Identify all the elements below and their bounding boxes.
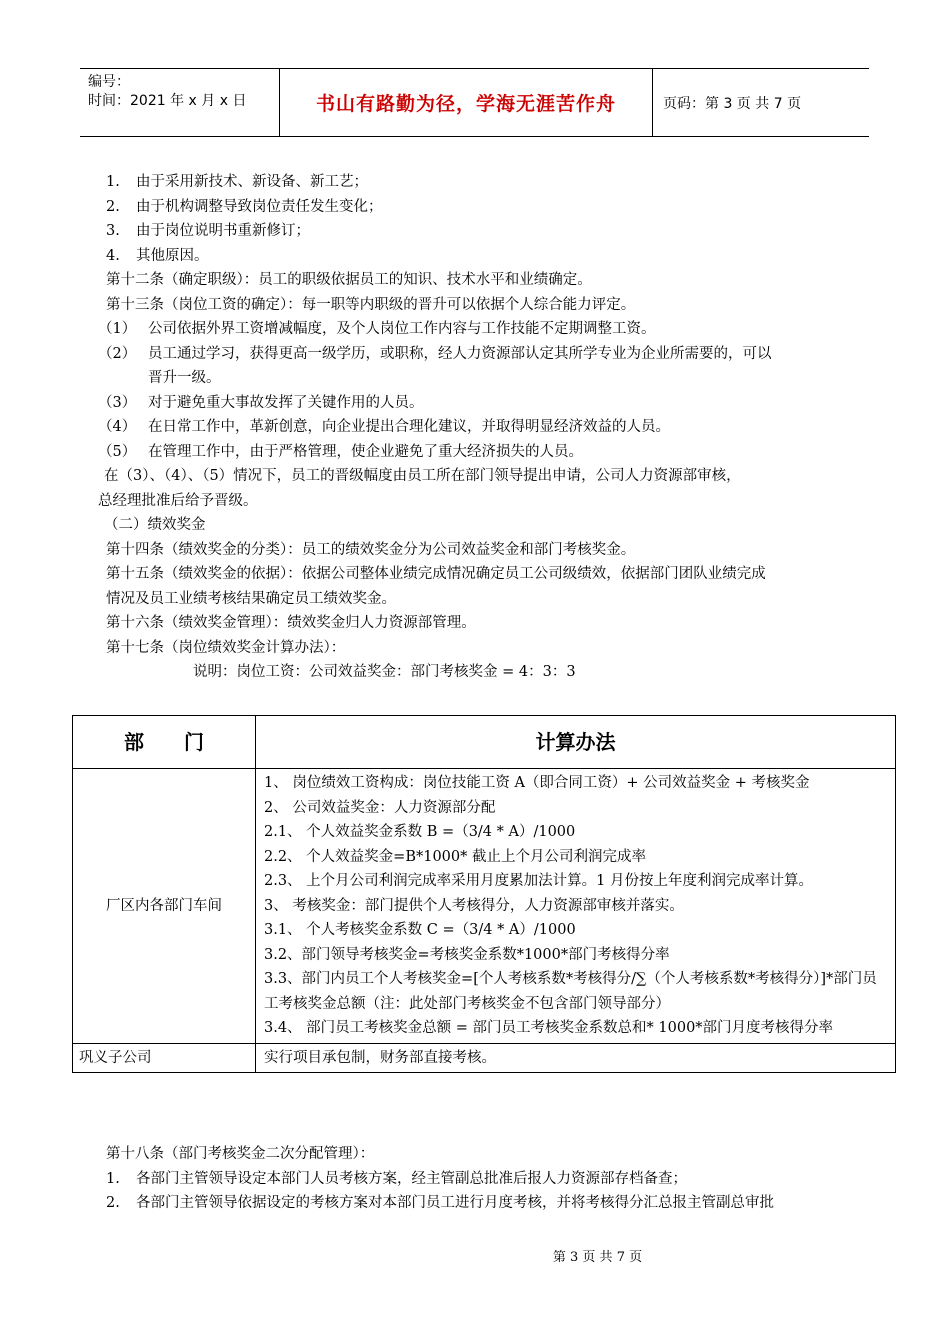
article-17: 第十七条（岗位绩效奖金计算办法）： <box>106 639 346 656</box>
paren-item-continuation: 晋升一级。 <box>148 370 221 386</box>
ratio-note: 说明：岗位工资：公司效益奖金：部门考核奖金 = 4：3：3 <box>193 664 576 680</box>
article-12: 第十二条（确定职级）：员工的职级依据员工的知识、技术水平和业绩确定。 <box>106 272 592 288</box>
article-15: 第十五条（绩效奖金的依据）：依据公司整体业绩完成情况确定员工公司级绩效，依据部门团队业绩完成 <box>106 566 766 582</box>
table-row <box>73 1043 896 1073</box>
method-cell: 实行项目承包制，财务部直接考核。 <box>256 1043 896 1073</box>
promotion-note: 在（3）、（4）、（5）情况下，员工的晋级幅度由员工所在部门领导提出申请，公司人力资源部审核， <box>104 468 741 484</box>
document-body <box>98 170 888 685</box>
method-line: 2.3、 上个月公司利润完成率采用月度累加法计算。1 月份按上年度利润完成率计算。 <box>264 873 814 889</box>
method-cell <box>256 769 896 1044</box>
paren-item: （2） 员工通过学习，获得更高一级学历，或职称，经人力资源部认定其所学专业为企业所需要的，可以 <box>98 345 772 362</box>
department-cell: 厂区内各部门车间 <box>73 769 256 1044</box>
date-label: 时间：2021 年 x 月 x 日 <box>88 93 247 109</box>
table-row <box>73 769 896 1044</box>
paren-item: （5） 在管理工作中，由于严格管理，使企业避免了重大经济损失的人员。 <box>98 443 583 460</box>
list-item: 3. 由于岗位说明书重新修订； <box>106 223 310 239</box>
document-body-continued <box>98 1142 888 1216</box>
table-header-row <box>73 716 896 769</box>
method-line: 1、 岗位绩效工资构成：岗位技能工资 A（即合同工资）+ 公司效益奖金 + 考核奖金 <box>264 775 810 791</box>
paren-item: （1） 公司依据外界工资增减幅度，及个人岗位工作内容与工作技能不定期调整工资。 <box>98 321 656 337</box>
method-line: 3、 考核奖金：部门提供个人考核得分，人力资源部审核并落实。 <box>264 897 684 914</box>
list-item: 4. 其他原因。 <box>106 247 209 264</box>
column-header-method: 计算办法 <box>256 716 896 769</box>
paren-item: （3） 对于避免重大事故发挥了关键作用的人员。 <box>98 394 424 411</box>
page-footer: 第 3 页 共 7 页 <box>552 1250 643 1265</box>
header-page-label: 页码：第 3 页 共 7 页 <box>663 95 802 112</box>
list-item: 1. 由于采用新技术、新设备、新工艺； <box>106 174 368 190</box>
header-motto: 书山有路勤为径，学海无涯苦作舟 <box>280 69 653 136</box>
article-18: 第十八条（部门考核奖金二次分配管理）： <box>106 1146 375 1162</box>
method-line: 3.3、部门内员工个人考核奖金=[个人考核系数*考核得分/∑（个人考核系数*考核得分）]*部门员工考核奖金总额（注：此处部门考核奖金不包含部门领导部分） <box>264 971 877 1012</box>
list-item: 1. 各部门主管领导设定本部门人员考核方案，经主管副总批准后报人力资源部存档备查； <box>106 1170 687 1187</box>
article-13: 第十三条（岗位工资的确定）：每一职等内职级的晋升可以依据个人综合能力评定。 <box>106 296 636 313</box>
method-line: 3.1、 个人考核奖金系数 C =（3/4 * A）/1000 <box>264 922 576 938</box>
department-cell: 巩义子公司 <box>73 1043 256 1073</box>
list-item: 2. 由于机构调整导致岗位责任发生变化； <box>106 198 383 215</box>
column-header-department: 部 门 <box>73 716 256 769</box>
list-item: 2. 各部门主管领导依据设定的考核方案对本部门员工进行月度考核，并将考核得分汇总报主管副总审批 <box>106 1195 774 1211</box>
method-line: 2.1、 个人效益奖金系数 B =（3/4 * A）/1000 <box>264 824 576 840</box>
method-line: 2.2、 个人效益奖金=B*1000* 截止上个月公司利润完成率 <box>264 848 646 865</box>
method-line: 3.2、部门领导考核奖金=考核奖金系数*1000*部门考核得分率 <box>264 946 670 963</box>
article-16: 第十六条（绩效奖金管理）：绩效奖金归人力资源部管理。 <box>106 615 476 631</box>
method-line: 2、 公司效益奖金：人力资源部分配 <box>264 799 496 816</box>
article-14: 第十四条（绩效奖金的分类）：员工的绩效奖金分为公司效益奖金和部门考核奖金。 <box>106 541 636 558</box>
bonus-calculation-table <box>72 715 896 1073</box>
promotion-note-cont: 总经理批准后给予晋级。 <box>98 492 258 509</box>
code-label: 编号： <box>88 74 130 90</box>
paren-item: （4） 在日常工作中，革新创意，向企业提出合理化建议，并取得明显经济效益的人员。 <box>98 419 670 435</box>
header-meta <box>80 69 280 136</box>
page-header <box>80 68 869 137</box>
method-line: 3.4、 部门员工考核奖金总额 = 部门员工考核奖金系数总和* 1000*部门月度考核得分率 <box>264 1020 834 1036</box>
article-15-cont: 情况及员工业绩考核结果确定员工绩效奖金。 <box>106 590 396 607</box>
section-heading: （二）绩效奖金 <box>104 517 206 533</box>
